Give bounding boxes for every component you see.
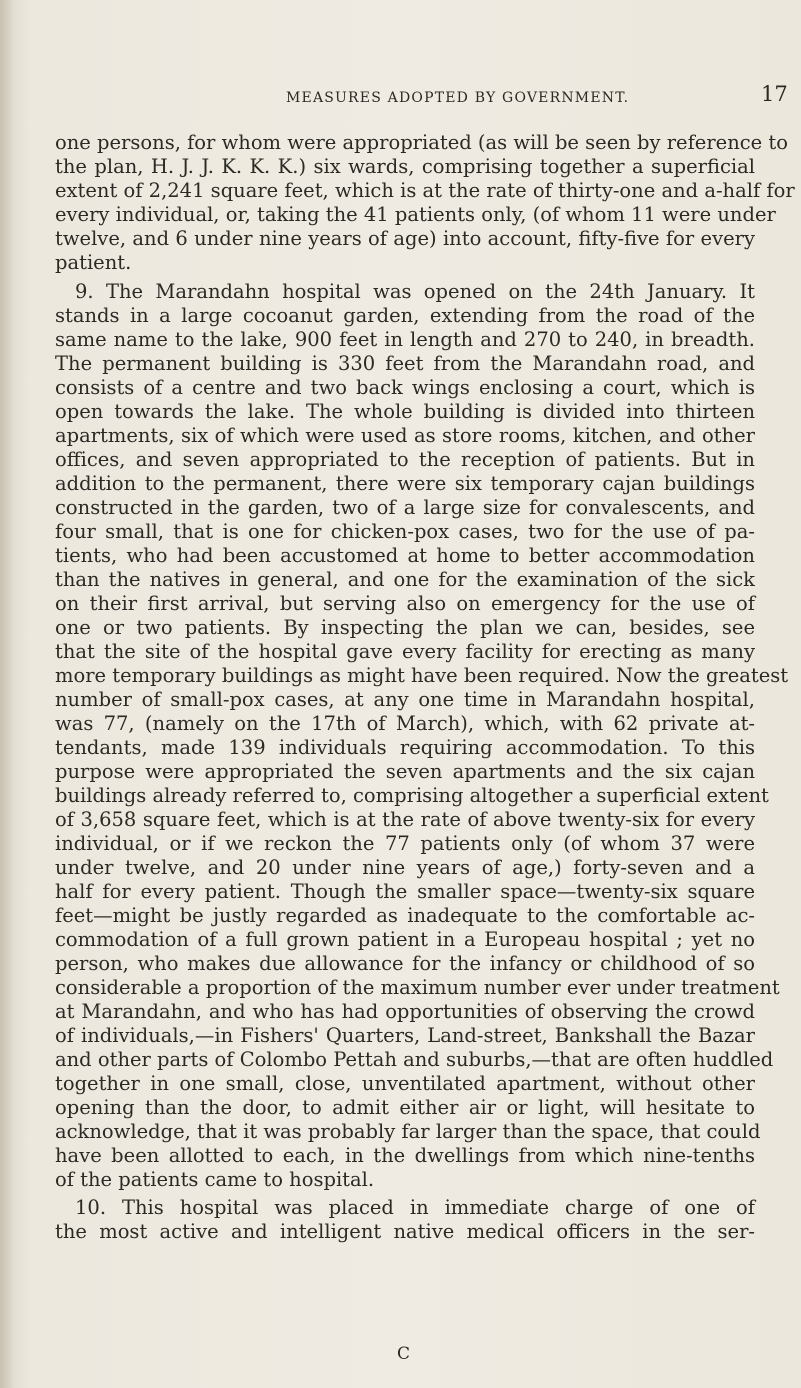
paragraph-10-start: 10. This hospital was placed in immediate charge of one of: [75, 1196, 755, 1219]
text-line: extent of 2,241 square feet, which is at the rate of thirty-one and a-half for: [55, 179, 795, 202]
text-line: together in one small, close, unventilated apartment, without other: [55, 1072, 755, 1095]
text-line: every individual, or, taking the 41 patients only, (of whom 11 were under: [55, 203, 776, 226]
text-line: was 77, (namely on the 17th of March), which, with 62 private at-: [55, 712, 755, 735]
text-line: of individuals,—in Fishers' Quarters, Land-street, Bankshall the Bazar: [55, 1024, 755, 1047]
text-line: on their first arrival, but serving also on emergency for the use of: [55, 592, 755, 615]
text-line: twelve, and 6 under nine years of age) into account, fifty-five for every: [55, 227, 755, 250]
text-line: four small, that is one for chicken-pox cases, two for the use of pa-: [55, 520, 755, 543]
running-head-title: MEASURES ADOPTED BY GOVERNMENT.: [286, 90, 630, 106]
text-line: of the patients came to hospital.: [55, 1168, 375, 1191]
paragraph-9-start: 9. The Marandahn hospital was opened on the 24th January. It: [75, 280, 755, 303]
text-line: addition to the permanent, there were six temporary cajan buildings: [55, 472, 755, 495]
text-line: more temporary buildings as might have been required. Now the greatest: [55, 664, 789, 687]
text-line: have been allotted to each, in the dwellings from which nine-tenths: [55, 1144, 755, 1167]
text-line: offices, and seven appropriated to the reception of patients. But in: [55, 448, 755, 471]
page-number: 17: [761, 82, 788, 106]
text-line: number of small-pox cases, at any one time in Marandahn hospital,: [55, 688, 755, 711]
signature-mark: C: [397, 1344, 411, 1364]
text-line: one or two patients. By inspecting the plan we can, besides, see: [55, 616, 755, 639]
text-line: patient.: [55, 251, 132, 274]
text-line: individual, or if we reckon the 77 patients only (of whom 37 were: [55, 832, 755, 855]
binding-gutter-shadow: [0, 0, 14, 1388]
running-head: [0, 82, 801, 114]
text-line: consists of a centre and two back wings enclosing a court, which is: [55, 376, 755, 399]
text-line: the plan, H. J. J. K. K. K.) six wards, comprising together a superficial: [55, 155, 755, 178]
text-line: person, who makes due allowance for the infancy or childhood of so: [55, 952, 755, 975]
text-line: commodation of a full grown patient in a Europeau hospital ; yet no: [55, 928, 755, 951]
text-line: opening than the door, to admit either air or light, will hesitate to: [55, 1096, 755, 1119]
text-line: than the natives in general, and one for the examination of the sick: [55, 568, 755, 591]
text-line: half for every patient. Though the smaller space—twenty-six square: [55, 880, 755, 903]
text-line: tients, who had been accustomed at home to better accommodation: [55, 544, 755, 567]
text-line: apartments, six of which were used as store rooms, kitchen, and other: [55, 424, 755, 447]
text-line: buildings already referred to, comprising altogether a superficial extent: [55, 784, 769, 807]
text-line: constructed in the garden, two of a large size for convalescents, and: [55, 496, 755, 519]
text-line: and other parts of Colombo Pettah and suburbs,—that are often huddled: [55, 1048, 774, 1071]
text-line: one persons, for whom were appropriated (as will be seen by reference to: [55, 131, 788, 154]
text-line: of 3,658 square feet, which is at the rate of above twenty-six for every: [55, 808, 755, 831]
text-line: purpose were appropriated the seven apartments and the six cajan: [55, 760, 755, 783]
text-line: stands in a large cocoanut garden, extending from the road of the: [55, 304, 755, 327]
text-line: same name to the lake, 900 feet in length and 270 to 240, in breadth.: [55, 328, 755, 351]
text-line: The permanent building is 330 feet from the Marandahn road, and: [55, 352, 755, 375]
text-line: acknowledge, that it was probably far larger than the space, that could: [55, 1120, 761, 1143]
text-line: feet—might be justly regarded as inadequate to the comfortable ac-: [55, 904, 755, 927]
text-line: that the site of the hospital gave every facility for erecting as many: [55, 640, 755, 663]
text-line: the most active and intelligent native medical officers in the ser-: [55, 1220, 755, 1243]
text-line: considerable a proportion of the maximum number ever under treatment: [55, 976, 780, 999]
text-line: under twelve, and 20 under nine years of age,) forty-seven and a: [55, 856, 755, 879]
text-line: at Marandahn, and who has had opportunities of observing the crowd: [55, 1000, 755, 1023]
text-line: open towards the lake. The whole building is divided into thirteen: [55, 400, 755, 423]
text-line: tendants, made 139 individuals requiring accommodation. To this: [55, 736, 755, 759]
